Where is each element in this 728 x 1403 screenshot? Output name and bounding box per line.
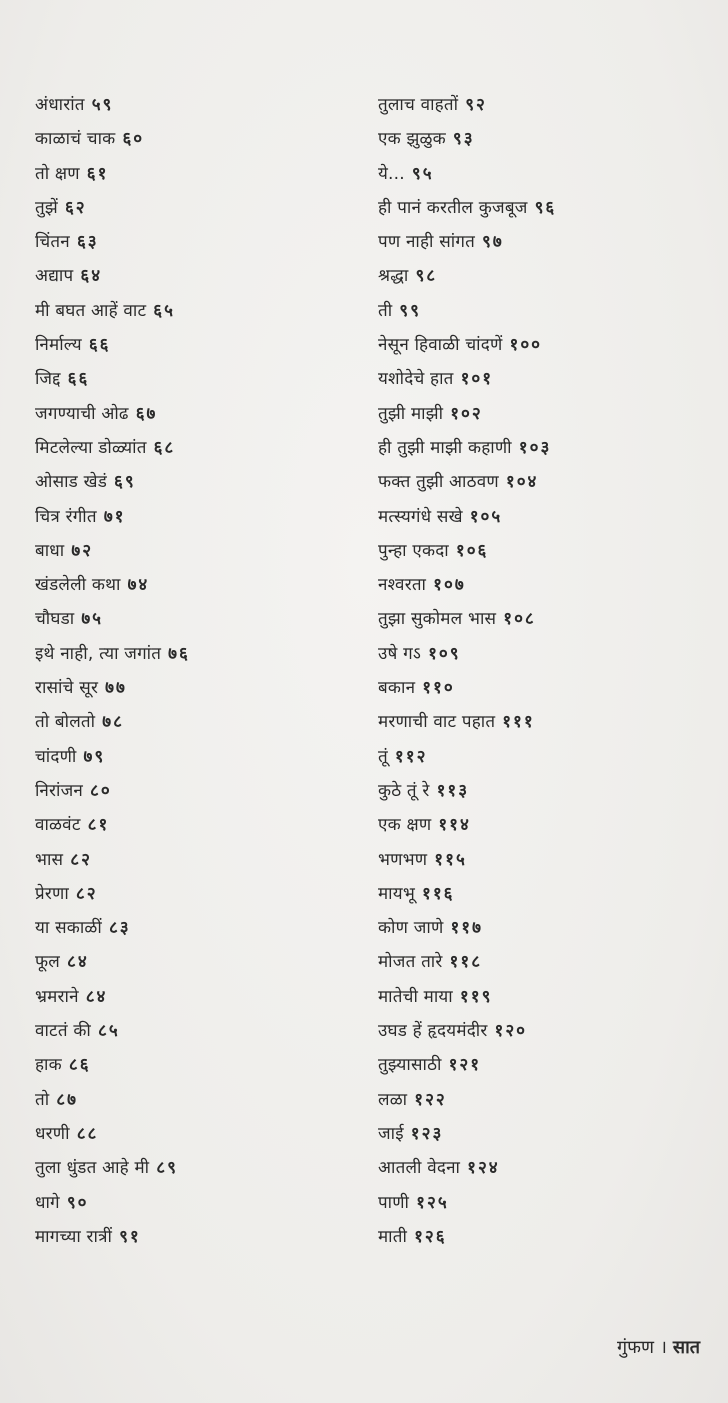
toc-entry-title: फूल [35, 952, 61, 973]
toc-entry-page: १०० [509, 335, 543, 356]
toc-entry-title: यशोदेचे हात [378, 369, 454, 390]
toc-entry-page: ११४ [438, 815, 471, 836]
toc-entry [35, 1048, 190, 1082]
toc-entry [35, 637, 190, 671]
toc-entry-title: कोण जाणे [378, 918, 444, 939]
toc-entry-page: १०९ [428, 643, 461, 664]
toc-entry-title: निरांजन [35, 780, 84, 801]
toc-entry-page: ६३ [76, 232, 99, 253]
toc-entry-page: १०७ [433, 575, 466, 596]
toc-entry [378, 568, 556, 602]
toc-entry-page: ८२ [75, 883, 98, 904]
toc-entry [35, 774, 190, 808]
toc-entry-page: ८१ [87, 815, 110, 836]
toc-entry-page: ६६ [67, 369, 90, 390]
toc-entry [378, 1083, 556, 1117]
toc-entry [378, 431, 556, 465]
toc-entry-title: तुलाच वाहतों [378, 95, 459, 115]
toc-entry-page: ११२ [394, 746, 428, 767]
toc-entry-title: मी बघत आहें वाट [35, 300, 147, 321]
toc-entry-page: ११० [422, 678, 455, 699]
toc-entry [378, 157, 556, 191]
toc-entry-title: भ्रमराने [35, 986, 79, 1007]
toc-entry-title: धागे [35, 1192, 60, 1213]
toc-entry-title: जगण्याची ओढ [35, 403, 129, 424]
toc-entry-page: ११९ [459, 986, 493, 1007]
toc-entry-title: भास [35, 849, 64, 870]
toc-entry-page: १०३ [518, 437, 552, 458]
toc-entry [378, 774, 556, 808]
toc-entry-page: ७६ [168, 643, 190, 664]
toc-entry-page: १०८ [503, 609, 536, 630]
toc-entry [35, 740, 190, 774]
toc-entry [378, 328, 556, 362]
toc-entry [35, 1151, 190, 1185]
toc-entry [378, 362, 556, 396]
toc-entry-title: धरणी [35, 1123, 70, 1144]
toc-entry [378, 1048, 556, 1082]
toc-entry-page: ७१ [103, 506, 126, 527]
toc-entry [378, 980, 556, 1014]
toc-entry [35, 945, 190, 979]
toc-entry-title: तो [35, 1089, 50, 1110]
toc-entry [35, 534, 190, 568]
toc-entry-page: ६२ [64, 197, 87, 218]
toc-entry [35, 602, 190, 636]
toc-entry [35, 843, 190, 877]
toc-entry [378, 911, 556, 945]
toc-entry [35, 1014, 190, 1048]
toc-entry-page: ९७ [481, 232, 504, 253]
toc-entry-title: नश्वरता [378, 575, 427, 596]
toc-entry-title: तो बोलतो [35, 712, 96, 733]
toc-entry [378, 740, 556, 774]
toc-entry-title: चित्र रंगीत [35, 506, 97, 527]
toc-entry [378, 397, 556, 431]
toc-entry [378, 945, 556, 979]
toc-entry-page: ९१ [119, 1226, 141, 1247]
toc-entry [378, 637, 556, 671]
toc-entry-page: १२१ [448, 1055, 482, 1076]
toc-entry [378, 465, 556, 499]
toc-entry-title: चिंतन [35, 232, 70, 253]
toc-entry-title: उघड हें हृदयमंदीर [378, 1021, 488, 1042]
toc-entry-page: ६१ [86, 163, 109, 184]
toc-entry-title: फक्त तुझी आठवण [378, 472, 499, 493]
page-number-label: सात [672, 1337, 700, 1358]
toc-entry [35, 157, 190, 191]
toc-column-left [35, 88, 190, 1254]
toc-entry [378, 1117, 556, 1151]
toc-entry-title: ही पानं करतील कुजबूज [378, 197, 528, 218]
toc-entry-title: माती [378, 1226, 408, 1247]
toc-entry-page: १२५ [416, 1192, 449, 1213]
toc-entry [378, 1186, 556, 1220]
toc-entry-title: जाई [378, 1123, 404, 1144]
book-title: गुंफण [617, 1337, 655, 1358]
toc-entry [378, 225, 556, 259]
toc-entry-page: ७८ [102, 712, 124, 733]
toc-entry [378, 534, 556, 568]
toc-entry-page: ८८ [76, 1123, 99, 1144]
toc-entry-title: आतली वेदना [378, 1158, 461, 1179]
toc-entry-title: तुझें [35, 197, 58, 218]
toc-entry-title: पुन्हा एकदा [378, 540, 449, 561]
toc-entry-title: ओसाड खेडं [35, 472, 107, 493]
toc-entry-title: मातेची माया [378, 986, 453, 1007]
toc-entry-page: ८९ [156, 1158, 178, 1179]
toc-entry-title: तुला धुंडत आहे मी [35, 1158, 150, 1179]
toc-entry-title: खंडलेली कथा [35, 575, 121, 596]
toc-entry-title: बाधा [35, 540, 65, 561]
toc-entry-page: ९८ [415, 266, 438, 287]
toc-entry-title: पाणी [378, 1192, 410, 1213]
toc-entry-title: मोजत तारे [378, 952, 443, 973]
toc-entry-page: ११७ [450, 918, 483, 939]
toc-entry [35, 911, 190, 945]
toc-entry-title: निर्माल्य [35, 335, 82, 356]
toc-entry-page: ८४ [67, 952, 89, 973]
footer-separator: । [660, 1337, 667, 1358]
toc-entry-page: ७५ [81, 609, 104, 630]
toc-entry [35, 294, 190, 328]
toc-entry [35, 362, 190, 396]
toc-entry [35, 980, 190, 1014]
toc-entry-page: ७७ [105, 678, 127, 699]
toc-entry-page: ८४ [85, 986, 108, 1007]
toc-entry-title: कुठे तूं रे [378, 780, 430, 801]
toc-entry-title: प्रेरणा [35, 883, 69, 904]
toc-entry-title: वाळवंट [35, 815, 81, 836]
toc-entry [35, 1117, 190, 1151]
toc-entry [35, 808, 190, 842]
toc-entry-page: ६७ [135, 403, 158, 424]
toc-entry [378, 671, 556, 705]
toc-entry-title: एक झुळुक [378, 129, 446, 150]
toc-entry [35, 191, 190, 225]
toc-entry [35, 122, 190, 156]
toc-entry [378, 1151, 556, 1185]
toc-entry-title: तुझी माझी [378, 403, 444, 424]
toc-entry-title: ही तुझी माझी कहाणी [378, 437, 512, 458]
toc-entry-page: १०६ [455, 540, 489, 561]
toc-entry-title: काळाचं चाक [35, 129, 116, 150]
toc-entry-page: ८० [90, 780, 112, 801]
toc-entry-title: मरणाची वाट पहात [378, 712, 496, 733]
toc-entry [35, 1220, 190, 1254]
toc-entry-page: ८३ [108, 918, 131, 939]
toc-entry-page: ७४ [127, 575, 150, 596]
toc-entry-page: ६० [122, 129, 145, 150]
toc-entry-title: एक क्षण [378, 815, 432, 836]
toc-entry-title: मागच्या रात्रीं [35, 1226, 113, 1247]
toc-entry-page: ९२ [465, 95, 487, 115]
toc-entry-title: ये... [378, 163, 405, 184]
toc-entry [35, 1083, 190, 1117]
page-footer [617, 1335, 700, 1359]
toc-entry-page: १२६ [414, 1226, 447, 1247]
toc-entry [35, 397, 190, 431]
toc-entry-title: या सकाळीं [35, 918, 102, 939]
toc-entry-page: ६९ [114, 472, 136, 493]
toc-entry-title: लळा [378, 1089, 408, 1110]
toc-entry-page: ८२ [70, 849, 92, 870]
toc-entry [35, 500, 190, 534]
toc-entry [35, 568, 190, 602]
toc-entry [378, 191, 556, 225]
toc-entry [35, 1186, 190, 1220]
toc-entry [378, 259, 556, 293]
toc-entry [378, 705, 556, 739]
toc-entry-title: तूं [378, 746, 388, 767]
toc-entry-title: अद्याप [35, 266, 74, 287]
toc-entry-page: ८५ [97, 1021, 120, 1042]
toc-entry [35, 225, 190, 259]
toc-entry-title: मिटलेल्या डोळ्यांत [35, 437, 147, 458]
toc-entry-title: उषे गऽ [378, 643, 422, 664]
toc-entry-title: तुझ्यासाठी [378, 1055, 442, 1076]
toc-entry-page: १२० [494, 1021, 528, 1042]
toc-entry [378, 808, 556, 842]
toc-entry-title: पण नाही सांगत [378, 232, 475, 253]
toc-entry [378, 88, 556, 122]
toc-entry-title: वाटतं की [35, 1021, 91, 1042]
toc-entry-page: ७९ [83, 746, 106, 767]
toc-entry [378, 122, 556, 156]
toc-entry-title: मायभू [378, 883, 415, 904]
toc-entry-page: ८७ [56, 1089, 78, 1110]
toc-entry [378, 294, 556, 328]
toc-entry [35, 671, 190, 705]
toc-entry-title: तो क्षण [35, 163, 80, 184]
toc-entry [35, 431, 190, 465]
toc-entry-title: रासांचे सूर [35, 678, 99, 699]
toc-entry-page: ९० [66, 1192, 89, 1213]
toc-entry [35, 705, 190, 739]
toc-entry-title: हाक [35, 1055, 62, 1076]
toc-entry-page: ६५ [153, 300, 175, 321]
toc-entry-page: १०४ [505, 472, 539, 493]
toc-entry-page: १०२ [450, 403, 483, 424]
toc-entry-page: ९५ [411, 163, 434, 184]
toc-entry [35, 259, 190, 293]
toc-entry-page: ७२ [71, 540, 94, 561]
toc-entry-page: ५९ [91, 95, 114, 115]
toc-entry-title: इथे नाही, त्या जगांत [35, 643, 162, 664]
toc-entry-page: १२४ [467, 1158, 500, 1179]
toc-entry-title: जिद्द [35, 369, 61, 390]
toc-entry-page: ११५ [434, 849, 467, 870]
toc-entry-title: मत्स्यगंधे सखे [378, 506, 463, 527]
toc-entry-page: ९६ [534, 197, 557, 218]
toc-entry-title: श्रद्धा [378, 266, 409, 287]
toc-column-right [378, 88, 556, 1254]
toc-entry [35, 328, 190, 362]
toc-entry-page: १११ [502, 712, 535, 733]
toc-entry [35, 465, 190, 499]
toc-entry-page: ९३ [452, 129, 475, 150]
toc-entry-page: ११३ [436, 780, 470, 801]
toc-entry [35, 88, 190, 122]
toc-entry-page: ६६ [88, 335, 111, 356]
toc-entry-page: ६८ [153, 437, 176, 458]
toc-entry [378, 1220, 556, 1254]
toc-entry-page: १०१ [460, 369, 494, 390]
toc-entry-title: बकान [378, 678, 416, 699]
toc-entry [35, 877, 190, 911]
toc-entry-page: १२३ [410, 1123, 444, 1144]
toc-entry [378, 1014, 556, 1048]
toc-entry-page: ११८ [449, 952, 483, 973]
toc-entry-title: नेसून हिवाळी चांदणें [378, 335, 503, 356]
toc-entry [378, 500, 556, 534]
toc-entry-title: ती [378, 300, 393, 321]
toc-entry-page: १०५ [469, 506, 503, 527]
toc-entry [378, 602, 556, 636]
toc-entry-page: ९९ [399, 300, 421, 321]
toc-entry-title: चांदणी [35, 746, 77, 767]
toc-entry [378, 877, 556, 911]
toc-entry-page: १२२ [414, 1089, 447, 1110]
toc-entry-title: चौघडा [35, 609, 75, 630]
toc-entry-title: अंधारांत [35, 95, 85, 115]
toc-entry [378, 843, 556, 877]
toc-entry-page: ६४ [80, 266, 103, 287]
toc-entry-title: भणभण [378, 849, 428, 870]
toc-entry-page: ८६ [68, 1055, 91, 1076]
toc-entry-page: ११६ [421, 883, 455, 904]
toc-entry-title: तुझा सुकोमल भास [378, 609, 497, 630]
